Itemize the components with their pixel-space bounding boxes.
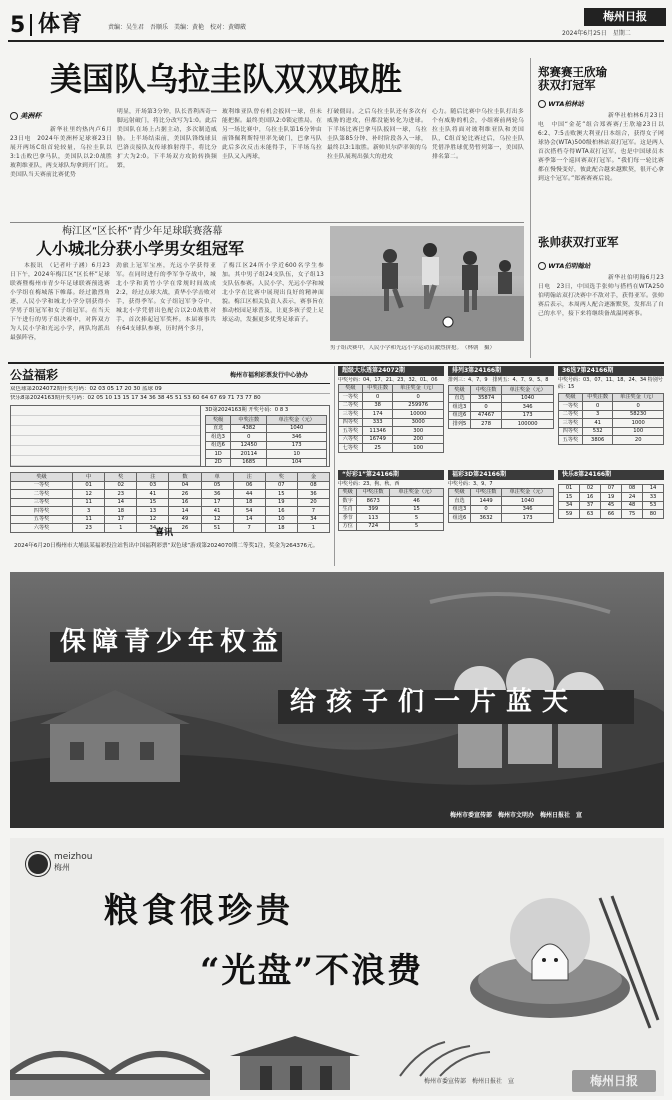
panel-title: 36选7第24166期 [558, 366, 664, 376]
table-row: 组选6 3632 173 [449, 514, 554, 523]
table-row: 生肖 399 15 [339, 505, 444, 514]
table-row: 组选6 47467 173 [449, 411, 554, 420]
table-row: 一等奖 0 0 [559, 402, 664, 411]
table-row: 一等奖 01 02 03 04 05 06 07 08 [11, 481, 330, 490]
ad1-line2: 给孩子们一片蓝天 [290, 687, 579, 717]
meizhou-flower-icon [28, 854, 48, 874]
story2-kicker: 梅江区“区长杯”青少年足球联赛落幕 [62, 226, 223, 237]
table-row: 二等奖 12 23 41 26 36 44 15 36 [11, 490, 330, 499]
table-row: 组选3 0 346 [449, 403, 554, 412]
table-row: 三等奖 174 10000 [339, 410, 444, 419]
table-row: 34 37 45 48 53 [559, 501, 664, 510]
story2-headline: 人小城北分获小学男女组冠军 [36, 239, 245, 258]
panel-title: 超级大乐透第24072期 [338, 366, 444, 376]
lottery-3d-title: 3D第2024163期 开奖号码：0 8 3 [205, 407, 289, 413]
lottery-3d-table [205, 415, 327, 467]
side-body-2: 新华社伯明翰6月23日电 23日，中国选手张帅与搭档在WTA250伯明翰站双打决赛中不敌对手，获得亚军。张帅赛后表示，本周两人配合逐渐默契，发挥出了自己的水平，接下来将继续备战温网赛事。 [538, 275, 664, 317]
table-row: 三等奖 11 14 15 16 17 18 19 20 [11, 498, 330, 507]
table-header-row: 奖级 中奖注数 单注奖金（元） [449, 488, 554, 497]
lead-col-5: 心力。随后比赛中乌拉圭队打出多个有威胁的机会，小组赛前两轮乌拉圭队将面对玻利维亚队和美国队，C组首轮比赛过后，乌拉圭队凭借净胜球优势暂列第一，美国队排名第二。 [432, 109, 524, 160]
story2-col-2: 劲旅上冠军宝座，光远小学获得亚军。在同时进行的季军争夺战中，城北小学和黄竹小学在常规时间战成2:2，经过点球大战，黄华小学击败对手，获得季军。女子组冠军争夺中，城北小学凭借出色配合以2:0战胜对手，首次捧起冠军奖杯。本届赛事共有64支球队参赛，历时两个多月， [116, 263, 216, 332]
brand-badge [584, 8, 666, 26]
lottery-panel-haocai1 [338, 470, 444, 566]
ad2-credit: 梅州市委宣传部 梅州日报社 宣 [424, 1078, 515, 1085]
table-header-row: 奖级 中 奖 注 数 单 注 奖 金 [11, 473, 330, 482]
panel-title: 快乐8第24166期 [558, 470, 664, 480]
table-row: 组选6 12450 173 [206, 441, 327, 450]
lottery-left [10, 368, 330, 568]
table-row: 五等奖 11 17 12 49 12 14 10 34 [11, 515, 330, 524]
ad2-line1: 粮食很珍贵 [104, 891, 294, 931]
wheat-illustration [390, 1038, 500, 1078]
table-row: 2D 1685 104 [206, 458, 327, 467]
notice-title: 喜讯 [155, 528, 174, 538]
table-row: 直选 4382 1040 [206, 424, 327, 433]
table-row: 组选3 0 346 [449, 505, 554, 514]
table-row: 四等奖 3 18 13 14 41 54 16 7 [11, 507, 330, 516]
ad1-credit: 梅州市委宣传部 梅州市文明办 梅州日报社 宣 [450, 812, 583, 819]
table-row: 三等奖 41 1000 [559, 419, 664, 428]
panel-number-grid [558, 484, 664, 519]
section-title: 体育 [38, 11, 83, 37]
panel-title: 福彩3D第24166期 [448, 470, 554, 480]
brand-en: meizhou [54, 852, 93, 862]
panel-table [338, 488, 444, 532]
panel-title: “好彩1”第24166期 [338, 470, 444, 480]
story2-col-1: 本报讯 （记者叶子涵）6月23日下午，2024年梅江区“区长杯”足球联赛暨梅州市青少年足球联赛预选赛小学组在梅城落下帷幕。经过激烈角逐，人民小学和城北小学分别获得小学男子组冠军和女子组冠军。在当天下午进行的男子组决赛中，对阵双方为人民小学和光远小学，两队均派出最强阵容， [10, 263, 110, 341]
lottery-box [10, 405, 330, 467]
logo-mark-icon [10, 112, 18, 120]
wta-berlin-text: WTA柏林站 [548, 100, 584, 108]
panel-numbers: 中奖号码：04、17、21、23、32、01、06 [338, 376, 438, 383]
bowl-and-chopsticks-illustration [470, 888, 660, 1038]
photo-caption: 男子组决赛中，人民小学和光远小学运动员激烈拼抢。 （林朝 摄） [330, 345, 496, 351]
panel-title: 排列3第24166期 [448, 366, 554, 376]
table-row: 六等奖 23 1 34 26 51 7 18 1 [11, 524, 330, 533]
food-waste-ad [10, 838, 664, 1096]
lottery-panel-pl3 [448, 366, 554, 466]
table-header-row: 奖级 中奖注数 单注奖金（元） [559, 393, 664, 402]
lottery-draw-2: 快乐8第2024163期开奖号码：02 05 10 13 15 17 34 36 38 45 51 53 60 64 67 69 71 73 77 80 [10, 395, 261, 401]
watermark-text: 梅州日报 [589, 1074, 638, 1088]
table-row: 59 63 66 75 80 [559, 510, 664, 519]
brand-cn: 梅州 [54, 863, 70, 872]
table-header-row: 奖级 中奖注数 单注奖金（元） [339, 384, 444, 393]
copa-logo-text: 美洲杯 [20, 112, 42, 120]
table-row: 二等奖 3 58230 [559, 410, 664, 419]
table-row: 五等奖 3806 20 [559, 436, 664, 445]
table-header-row: 奖级 中奖注数 单注奖金（元） [449, 386, 554, 395]
table-row: 一等奖 0 0 [339, 393, 444, 402]
youth-rights-ad [10, 572, 664, 828]
lottery-panel-36x7 [558, 366, 664, 466]
lottery-title: 公益福彩 [10, 368, 59, 382]
lead-headline: 美国队乌拉圭队双双取胜 [50, 60, 403, 98]
table-row: 季节 113 5 [339, 514, 444, 523]
table-row: 方位 724 5 [339, 522, 444, 531]
wta-birmingham-text: WTA伯明翰站 [548, 262, 591, 270]
side-headline-1: 郑赛赛王欣瑜 获双打冠军 [538, 65, 607, 92]
panel-numbers: 中奖号码：03、07、11、18、24、34 特别号码：15 [558, 376, 663, 390]
building-illustration [230, 1034, 360, 1094]
table-row: 数字 8673 46 [339, 497, 444, 506]
page-number: 5 [10, 13, 26, 38]
lead-col-3: 玻利维亚队曾有机会扳回一球，但未能把握。最终美国队2:0锁定胜局。在另一场比赛中，乌拉圭队第16分钟由前锋佩利斯特里率先破门，巴拿马队此后多次反击未能得手，下半场乌拉圭队又入两球， [222, 109, 322, 160]
table-row: 七等奖 25 100 [339, 444, 444, 453]
wta-berlin-logo [538, 100, 584, 108]
table-row: 直选 1449 1040 [449, 497, 554, 506]
table-row: 四等奖 532 100 [559, 427, 664, 436]
lottery-right [338, 366, 664, 566]
panel-table [448, 488, 554, 523]
side-body-1: 新华社柏林6月23日电 中国“金花”组合郑赛赛/王欣瑜23日以6:2、7:5击败澳大利亚/日本组合，获得女子网球协会(WTA)500级柏林站双打冠军。这是两人首次搭档夺得WTA双打冠军，也是中国球员本赛季第一个巡回赛双打冠军。“我们每一轮比赛都在慢慢变好，彼此配合越来越默契，很开心拿到这个冠军。”郑赛赛赛后说。 [538, 113, 664, 182]
lead-col-2: 明显，开场第3分钟，队长普利西奇一脚远射破门，将比分改写为1:0。此后美国队在场上占据主动，多次制造威胁。上半场结束前，美国队锋线球员巴洛贡接队友传球推射得手，将比分扩大为2:0。下半场双方攻防转换频繁， [117, 109, 217, 169]
table-row: 四等奖 333 3000 [339, 418, 444, 427]
table-row: 直选 35874 1040 [449, 394, 554, 403]
table-row: 15 16 19 24 33 [559, 493, 664, 502]
wta-birmingham-logo [538, 262, 590, 270]
lottery-panel-kl8 [558, 470, 664, 566]
lottery-draw-1: 双色球第2024072期开奖号码：02 03 05 17 20 30 蓝球 09 [10, 386, 330, 394]
table-row: 组选3 0 346 [206, 433, 327, 442]
lottery-grid-table [10, 472, 330, 533]
bridge-illustration [10, 1024, 210, 1096]
table-header-row: 奖级 中奖注数 单注奖金（元） [206, 416, 327, 425]
table-row: 五等奖 11346 300 [339, 427, 444, 436]
match-photo [330, 226, 524, 341]
lead-col-4: 打破僵局。之后乌拉圭队还有多次有威胁的进攻，但都没能转化为进球。下半场比赛巴拿马队扳回一球，乌拉圭队第85分钟、补时阶段各入一球，最终以3:1取胜。新帅贝尔萨率领的乌拉圭队展现出强大的进攻 [327, 109, 427, 160]
lottery-issuer: 梅州市福利彩票发行中心协办 [230, 372, 309, 379]
credits: 责编：吴生君 吾顺乐 美编：黄艳 校对：黄卿葳 [108, 24, 247, 31]
panel-numbers: 中奖号码：23、狗、秋、西 [338, 480, 400, 487]
story2-col-3: 了梅江区24所小学近600名学生参加。其中男子组24支队伍，女子组13支队伍参赛。人民小学、光远小学和城北小学在比赛中展现出良好的精神面貌。梅江区相关负责人表示，赛事旨在推动校园足球普及，让更多孩子爱上足球运动，发掘更多优秀足球苗子。 [222, 263, 324, 323]
issue-date: 2024年6月25日 星期二 [562, 30, 631, 37]
lead-col-1: 新华社里约热内卢6月23日电 2024年美洲杯足球赛23日展开两场C组首轮较量，乌拉圭队以3:1击败巴拿马队，美国队以2:0战胜玻利维亚队，两支球队均拿到开门红。美国队当天赛前比赛优势 [10, 127, 112, 178]
panel-numbers: 中奖号码：3、9、7 [448, 480, 493, 487]
panel-table [558, 393, 664, 445]
lottery-panel-dlt [338, 366, 444, 466]
notice-text: 2024年6月20日梅州市大埔县某福彩投注站售出中国福利彩票“双色球”游戏第2024070期二等奖1注，奖金为264376元。 [14, 543, 319, 549]
ad2-line2: “光盘”不浪费 [200, 951, 424, 991]
ad1-line1: 保障青少年权益 [60, 627, 285, 657]
table-row: 01 02 07 08 14 [559, 484, 664, 493]
panel-table [338, 384, 444, 453]
watermark-logo [572, 1070, 656, 1092]
table-header-row: 奖级 中奖注数 单注奖金（元） [339, 488, 444, 497]
wta-logo-icon [538, 100, 546, 108]
panel-table [448, 385, 554, 429]
side-headline-2: 张帅获双打亚军 [538, 235, 619, 249]
panel-numbers: 排列三：4、7、9 排列五：4、7、9、5、8 [448, 376, 549, 383]
football-players-illustration [330, 226, 524, 341]
table-row: 六等奖 16749 200 [339, 435, 444, 444]
table-row: 排列5 278 100000 [449, 420, 554, 429]
brand-name: 梅州日报 [603, 10, 647, 23]
table-row: 1D 20114 10 [206, 450, 327, 459]
copa-logo [10, 112, 50, 124]
lottery-panel-3d [448, 470, 554, 566]
table-row: 二等奖 38 259976 [339, 401, 444, 410]
wta-logo-icon [538, 262, 546, 270]
masthead [0, 0, 672, 44]
